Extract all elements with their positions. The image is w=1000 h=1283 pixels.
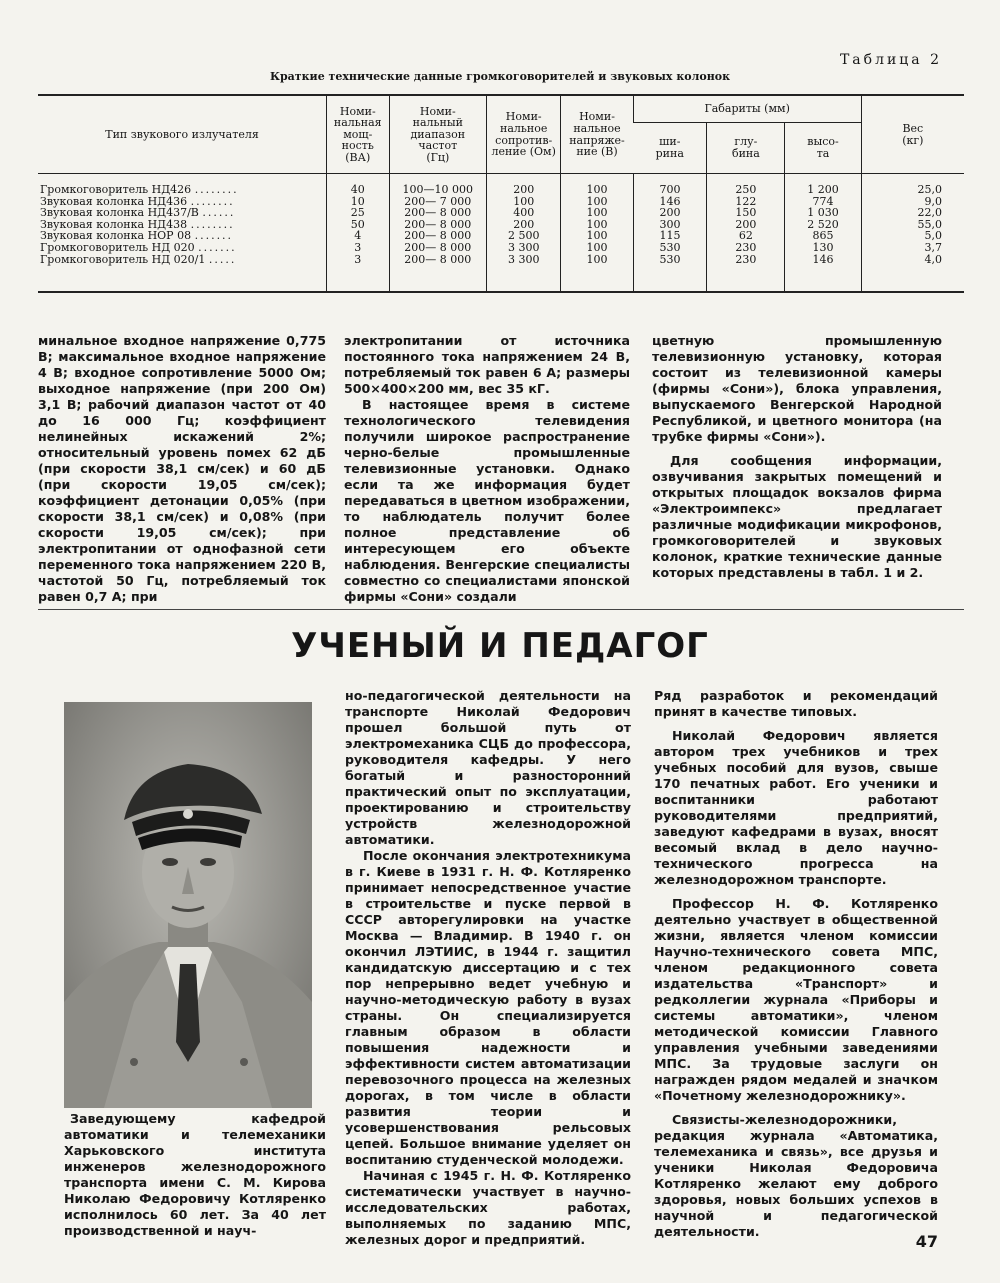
header-power: Номи- нальная мощ- ность (ВА): [327, 95, 389, 174]
portrait-photo: [64, 702, 312, 1108]
cell-height: 1 200: [785, 174, 861, 196]
cell-width: 700: [633, 174, 707, 196]
cell-weight: 25,0: [861, 174, 964, 196]
photo-caption: [64, 1111, 326, 1239]
emitter-name: Звуковая колонка НД436: [40, 194, 188, 208]
cell-weight: 4,0: [861, 254, 964, 293]
paragraph: но-педагогической деятельности на транспорте Николай Федорович прошел большой путь от электромеханика СЦБ до профессора, руководителя кафедры. У него богатый и разносторонний практический опыт по эксплуатации, проектированию и строительству устройств железнодорожной автоматики.: [345, 688, 631, 847]
cell-type: [38, 174, 327, 196]
cell-weight: 22,0: [861, 207, 964, 219]
cell-power: 3: [327, 254, 389, 293]
text-column-1: [38, 333, 326, 605]
leader-dots: .....: [208, 252, 237, 266]
cell-power: 40: [327, 174, 389, 196]
leader-dots: .......: [198, 240, 237, 254]
paragraph: Ряд разработок и рекомендаций принят в качестве типовых.: [654, 688, 938, 719]
cell-depth: 230: [707, 242, 785, 254]
cell-range: 200— 8 000: [389, 207, 487, 219]
header-dimensions: Габариты (мм): [633, 95, 861, 123]
table-row: [38, 174, 964, 196]
cell-height: 774: [785, 196, 861, 208]
paragraph: цветную промышленную телевизионную установку, которая состоит из телевизионной камеры (фирмы «Сони»), блока управления, выпускаемого Венгерской Народной Республикой, и цветного монитора (на трубке фирмы «Сони»).: [652, 333, 942, 444]
paragraph: Николай Федорович является автором трех учебников и трех учебных пособий для вузов, свыше 170 печатных работ. Его ученики и воспитанники работают руководителями предприятий, заведуют кафедрами в вузах, вносят весомый вклад в дело научно-технического прогресса на железнодорожном транспорте.: [654, 728, 938, 887]
cell-weight: 5,0: [861, 230, 964, 242]
header-weight: Вес (кг): [861, 95, 964, 174]
emitter-name: Звуковая колонка НД437/В: [40, 206, 199, 220]
cell-height: 2 520: [785, 219, 861, 231]
cell-range: 200— 8 000: [389, 230, 487, 242]
cell-depth: 62: [707, 230, 785, 242]
cell-voltage: 100: [561, 207, 633, 219]
header-height: высо- та: [785, 123, 861, 174]
cell-resistance: 100: [487, 196, 561, 208]
cell-range: 100—10 000: [389, 174, 487, 196]
cell-width: 300: [633, 219, 707, 231]
cell-resistance: 200: [487, 219, 561, 231]
table-caption: Краткие технические данные громкоговорителей и звуковых колонок: [269, 70, 731, 83]
cell-voltage: 100: [561, 230, 633, 242]
paragraph: электропитании от источника постоянного тока напряжением 24 В, потребляемый ток равен 6 А; размеры 500×400×200 мм, вес 35 кГ.: [344, 333, 630, 396]
cell-power: 4: [327, 230, 389, 242]
leader-dots: ........: [190, 217, 235, 231]
cell-depth: 250: [707, 174, 785, 196]
cell-resistance: 3 300: [487, 254, 561, 293]
cell-height: 1 030: [785, 207, 861, 219]
header-depth: глу- бина: [707, 123, 785, 174]
table-label: Таблица 2: [839, 52, 942, 68]
article-column-3: [654, 688, 938, 1240]
cell-range: 200— 8 000: [389, 242, 487, 254]
cell-resistance: 2 500: [487, 230, 561, 242]
cell-power: 25: [327, 207, 389, 219]
cell-range: 200— 7 000: [389, 196, 487, 208]
leader-dots: ........: [194, 183, 239, 196]
paragraph: Для сообщения информации, озвучивания закрытых помещений и открытых площадок вокзалов фирма «Электроимпекс» предлагает различные модификации микрофонов, громкоговорителей и звуковых колонок, краткие технические данные которых представлены в табл. 1 и 2.: [652, 453, 942, 580]
cell-depth: 122: [707, 196, 785, 208]
emitter-name: Громкоговоритель НД426: [40, 183, 192, 196]
cell-range: 200— 8 000: [389, 219, 487, 231]
cell-depth: 230: [707, 254, 785, 293]
cell-voltage: 100: [561, 219, 633, 231]
cell-power: 10: [327, 196, 389, 208]
speaker-spec-table: [38, 94, 964, 293]
text-column-3: [652, 333, 942, 581]
article-title: УЧЕНЫЙ И ПЕДАГОГ: [291, 626, 709, 666]
paragraph: В настоящее время в системе технологического телевидения получили широкое распространение черно-белые промышленные телевизионные установки. Однако если та же информация будет передаваться в цветном изображении, то наблюдатель получит более полное представление об интересующем его объекте наблюдения. Венгерские специалисты совместно со специалистами японской фирмы «Сони» создали: [344, 397, 630, 604]
cell-voltage: 100: [561, 254, 633, 293]
article-column-2: [345, 688, 631, 1248]
emitter-name: Звуковая колонка НД438: [40, 217, 188, 231]
cell-weight: 55,0: [861, 219, 964, 231]
cell-resistance: 400: [487, 207, 561, 219]
leader-dots: .......: [194, 229, 234, 243]
cell-type: [38, 254, 327, 293]
table-row: [38, 254, 964, 293]
emitter-name: Громкоговоритель НД 020: [40, 240, 195, 254]
paragraph: минальное входное напряжение 0,775 В; максимальное входное напряжение 4 В; входное сопротивление 5000 Ом; выходное напряжение (при 200 Ом) 3,1 В; рабочий диапазон частот от 40 до 16 000 Гц; коэффициент нелинейных искажений 2%; относительный уровень помех 62 дБ (при скорости 38,1 см/сек) и 60 дБ (при скорости 19,05 см/сек); коэффициент детонации 0,05% (при скорости 38,1 см/сек) и 0,08% (при скорости 19,05 см/сек); при электропитании от однофазной сети переменного тока напряжением 220 В, частотой 50 Гц, потребляемый ток равен 0,7 А; при: [38, 333, 326, 604]
paragraph: Заведующему кафедрой автоматики и телемеханики Харьковского института инженеров железнодорожного транспорта имени С. М. Кирова Николаю Федоровичу Котляренко исполнилось 60 лет. За 40 лет производственной и науч-: [64, 1111, 326, 1238]
cell-power: 50: [327, 219, 389, 231]
header-width: ши- рина: [633, 123, 707, 174]
paragraph: Связисты-железнодорожники, редакция журнала «Автоматика, телемеханика и связь», все друзья и ученики Николая Федоровича Котляренко желают ему доброго здоровья, новых больших успехов в научной и педагогической деятельности.: [654, 1112, 938, 1239]
cell-range: 200— 8 000: [389, 254, 487, 293]
cell-height: 146: [785, 254, 861, 293]
paragraph: После окончания электротехникума в г. Киеве в 1931 г. Н. Ф. Котляренко принимает непосредственное участие в строительстве и пуске первой в СССР авторегулировки на участке Москва — Владимир. В 1940 г. он окончил ЛЭТИИС, в 1944 г. защитил кандидатскую диссертацию и с тех пор непрерывно ведет учебную и научно-методическую работу в вузах страны. Он специализируется главным образом в области повышения надежности и эффективности систем автоматизации перевозочного процесса на железных дорогах, в том числе в области развития теории и усовершенствования рельсовых цепей. Большое внимание уделяет он воспитанию студенческой молодежи.: [345, 848, 631, 1167]
cell-width: 146: [633, 196, 707, 208]
cell-resistance: 3 300: [487, 242, 561, 254]
cell-power: 3: [327, 242, 389, 254]
cell-width: 115: [633, 230, 707, 242]
paragraph: Начиная с 1945 г. Н. Ф. Котляренко систематически участвует в научно-исследовательских работах, выполняемых по заданию МПС, железных дорог и предприятий.: [345, 1168, 631, 1247]
cell-depth: 150: [707, 207, 785, 219]
cell-width: 530: [633, 242, 707, 254]
paragraph: Профессор Н. Ф. Котляренко деятельно участвует в общественной жизни, является членом комиссии Научно-технического совета МПС, членом редакционного совета издательства «Транспорт» и редколлегии журнала «Приборы и системы автоматики», членом методической комиссии Главного управления учебными заведениями МПС. За трудовые заслуги он награжден рядом медалей и значком «Почетному железнодорожнику».: [654, 896, 938, 1103]
emitter-name: Громкоговоритель НД 020/1: [40, 252, 206, 266]
cell-depth: 200: [707, 219, 785, 231]
cell-voltage: 100: [561, 242, 633, 254]
cell-resistance: 200: [487, 174, 561, 196]
cell-weight: 9,0: [861, 196, 964, 208]
page-number: 47: [915, 1232, 938, 1251]
cell-width: 200: [633, 207, 707, 219]
spec-table-body: [38, 174, 964, 293]
header-range: Номи- нальный диапазон частот (Гц): [389, 95, 487, 174]
cell-width: 530: [633, 254, 707, 293]
leader-dots: ......: [202, 206, 236, 220]
emitter-name: Звуковая колонка НОР 08: [40, 229, 192, 243]
leader-dots: ........: [190, 194, 235, 208]
cell-voltage: 100: [561, 196, 633, 208]
header-voltage: Номи- нальное напряже- ние (В): [561, 95, 633, 174]
section-divider: [38, 609, 964, 610]
header-type: Тип звукового излучателя: [38, 95, 327, 174]
cell-height: 865: [785, 230, 861, 242]
header-resistance: Номи- нальное сопротив- ление (Ом): [487, 95, 561, 174]
cell-weight: 3,7: [861, 242, 964, 254]
cell-height: 130: [785, 242, 861, 254]
text-column-2: [344, 333, 630, 605]
cell-voltage: 100: [561, 174, 633, 196]
